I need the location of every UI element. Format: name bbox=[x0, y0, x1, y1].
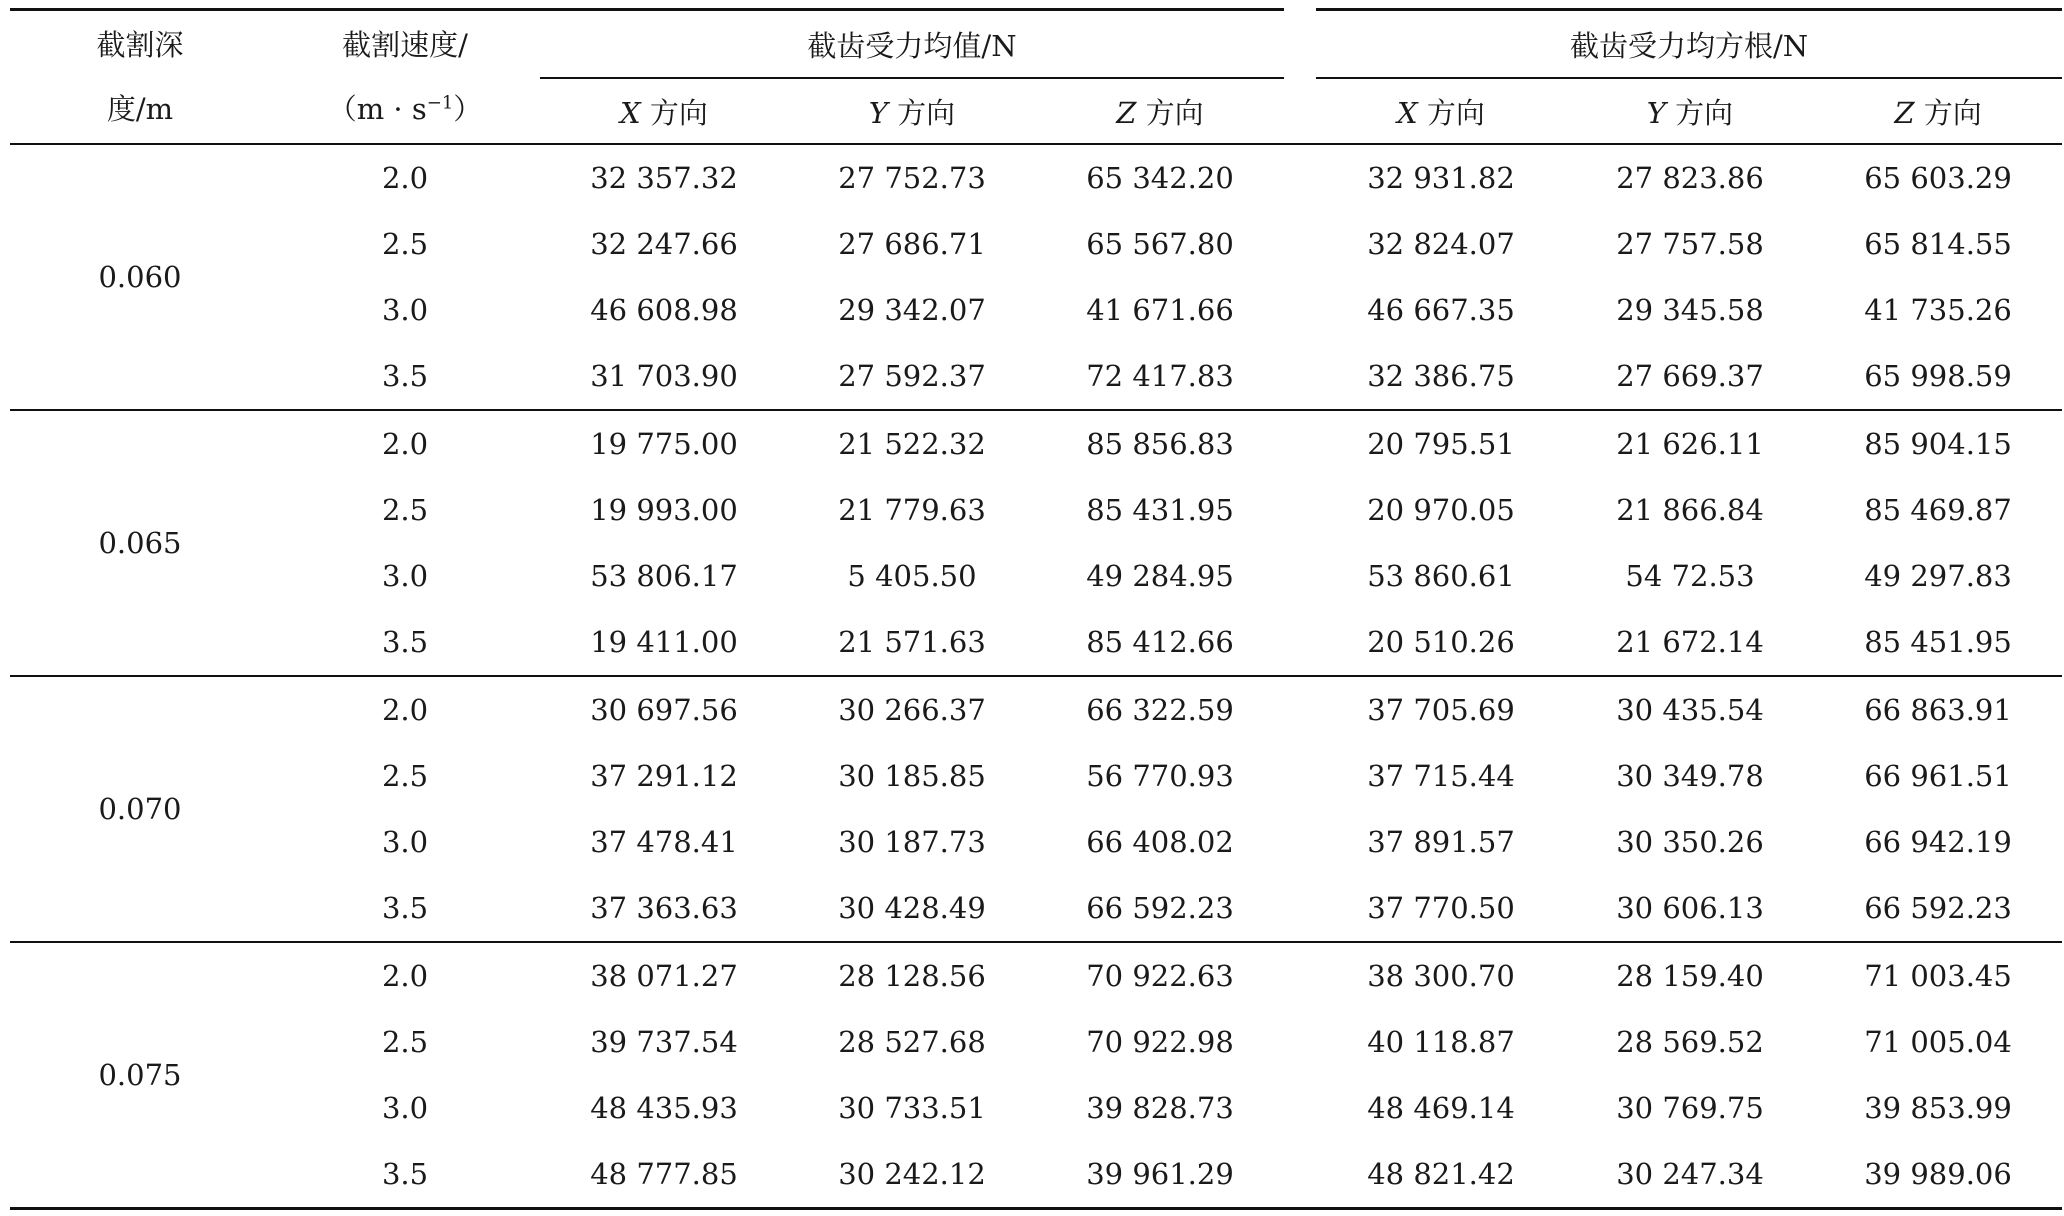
header-speed bbox=[270, 10, 540, 145]
header-depth bbox=[10, 10, 270, 145]
header-rms-y: Y 方向 bbox=[1566, 78, 1814, 144]
rms-y-cell: 30 606.13 bbox=[1566, 875, 1814, 942]
rms-z-cell: 66 942.19 bbox=[1864, 825, 2012, 859]
rms-y-cell: 30 350.26 bbox=[1616, 825, 1764, 859]
gap-cell bbox=[1284, 1141, 1316, 1209]
header-gap bbox=[1284, 10, 1316, 79]
rms-z-cell: 65 603.29 bbox=[1864, 161, 2012, 195]
table-row bbox=[10, 144, 2062, 211]
gap-cell bbox=[1284, 1009, 1316, 1075]
header-rms-z: Z 方向 bbox=[1814, 78, 2062, 144]
mean-z-cell: 66 408.02 bbox=[1086, 825, 1234, 859]
rms-x-cell: 37 705.69 bbox=[1367, 693, 1515, 727]
rms-x-cell: 20 970.05 bbox=[1367, 493, 1515, 527]
mean-x-cell: 32 247.66 bbox=[590, 227, 738, 261]
mean-y-cell: 30 266.37 bbox=[838, 693, 986, 727]
table-row bbox=[10, 211, 2062, 277]
rms-x-cell: 32 824.07 bbox=[1367, 227, 1515, 261]
speed-cell: 3.0 bbox=[381, 293, 429, 327]
rms-y-cell: 30 349.78 bbox=[1616, 759, 1764, 793]
speed-cell: 3.5 bbox=[270, 609, 540, 676]
mean-x-cell: 19 775.00 bbox=[590, 427, 738, 461]
rms-y-cell: 21 866.84 bbox=[1616, 493, 1764, 527]
table-row bbox=[10, 277, 2062, 343]
mean-z-cell: 49 284.95 bbox=[1086, 559, 1234, 593]
rms-y-cell: 54 72.53 bbox=[1625, 559, 1755, 593]
rms-y-cell: 30 247.34 bbox=[1566, 1141, 1814, 1209]
header-depth-line1: 截割深 bbox=[96, 28, 184, 62]
mean-y-cell: 30 242.12 bbox=[788, 1141, 1036, 1209]
mean-y-cell: 27 752.73 bbox=[838, 161, 986, 195]
rms-z-cell: 41 735.26 bbox=[1864, 293, 2012, 327]
speed-cell: 2.5 bbox=[381, 759, 429, 793]
gap-cell bbox=[1284, 144, 1316, 211]
rms-x-cell: 20 510.26 bbox=[1316, 609, 1566, 676]
gap-cell bbox=[1284, 211, 1316, 277]
header-mean-y: Y 方向 bbox=[788, 78, 1036, 144]
rms-z-cell: 39 989.06 bbox=[1814, 1141, 2062, 1209]
gap-cell bbox=[1284, 942, 1316, 1009]
rms-y-cell: 21 672.14 bbox=[1566, 609, 1814, 676]
cutting-force-table bbox=[10, 8, 2062, 1210]
rms-x-cell: 32 931.82 bbox=[1367, 161, 1515, 195]
depth-cell: 0.060 bbox=[10, 144, 270, 410]
rms-z-cell: 66 863.91 bbox=[1864, 693, 2012, 727]
table-row bbox=[10, 942, 2062, 1009]
mean-z-cell: 41 671.66 bbox=[1086, 293, 1234, 327]
rms-x-cell: 48 469.14 bbox=[1367, 1091, 1515, 1125]
mean-x-cell: 32 357.32 bbox=[590, 161, 738, 195]
table-row bbox=[10, 1141, 2062, 1209]
mean-x-cell: 37 478.41 bbox=[590, 825, 738, 859]
rms-x-cell: 53 860.61 bbox=[1367, 559, 1515, 593]
mean-x-cell: 37 363.63 bbox=[540, 875, 788, 942]
mean-y-cell: 27 686.71 bbox=[838, 227, 986, 261]
mean-y-cell: 30 187.73 bbox=[838, 825, 986, 859]
mean-x-cell: 53 806.17 bbox=[590, 559, 738, 593]
table-row bbox=[10, 875, 2062, 942]
gap-cell bbox=[1284, 1075, 1316, 1141]
speed-cell: 2.0 bbox=[381, 427, 429, 461]
speed-cell: 2.5 bbox=[381, 227, 429, 261]
mean-z-cell: 39 961.29 bbox=[1036, 1141, 1284, 1209]
mean-x-cell: 37 291.12 bbox=[590, 759, 738, 793]
rms-x-cell: 38 300.70 bbox=[1367, 959, 1515, 993]
rms-y-cell: 29 345.58 bbox=[1616, 293, 1764, 327]
mean-x-cell: 19 993.00 bbox=[590, 493, 738, 527]
gap-cell bbox=[1284, 743, 1316, 809]
rms-y-cell: 30 435.54 bbox=[1616, 693, 1764, 727]
gap-cell bbox=[1284, 543, 1316, 609]
rms-y-cell: 27 757.58 bbox=[1616, 227, 1764, 261]
header-mean-x: X 方向 bbox=[540, 78, 788, 144]
depth-cell: 0.075 bbox=[10, 942, 270, 1209]
mean-z-cell: 85 412.66 bbox=[1036, 609, 1284, 676]
rms-x-cell: 40 118.87 bbox=[1367, 1025, 1515, 1059]
mean-y-cell: 21 571.63 bbox=[788, 609, 1036, 676]
mean-x-cell: 19 411.00 bbox=[540, 609, 788, 676]
table-row bbox=[10, 743, 2062, 809]
mean-x-cell: 38 071.27 bbox=[590, 959, 738, 993]
speed-cell: 3.0 bbox=[381, 1091, 429, 1125]
header-gap-2 bbox=[1284, 78, 1316, 144]
rms-y-cell: 28 159.40 bbox=[1616, 959, 1764, 993]
header-mean-z: Z 方向 bbox=[1036, 78, 1284, 144]
mean-y-cell: 27 592.37 bbox=[788, 343, 1036, 410]
table-row bbox=[10, 1075, 2062, 1141]
speed-cell: 2.0 bbox=[381, 959, 429, 993]
gap-cell bbox=[1284, 875, 1316, 942]
mean-x-cell: 39 737.54 bbox=[590, 1025, 738, 1059]
speed-cell: 2.0 bbox=[381, 693, 429, 727]
rms-x-cell: 32 386.75 bbox=[1316, 343, 1566, 410]
rms-y-cell: 21 626.11 bbox=[1616, 427, 1764, 461]
gap-cell bbox=[1284, 343, 1316, 410]
table-row bbox=[10, 609, 2062, 676]
rms-x-cell: 37 891.57 bbox=[1367, 825, 1515, 859]
table-header bbox=[10, 10, 2062, 145]
mean-y-cell: 21 779.63 bbox=[838, 493, 986, 527]
mean-x-cell: 46 608.98 bbox=[590, 293, 738, 327]
gap-cell bbox=[1284, 676, 1316, 743]
table-row bbox=[10, 543, 2062, 609]
rms-z-cell: 49 297.83 bbox=[1864, 559, 2012, 593]
speed-cell: 2.5 bbox=[381, 493, 429, 527]
mean-z-cell: 70 922.63 bbox=[1086, 959, 1234, 993]
rms-y-cell: 27 823.86 bbox=[1616, 161, 1764, 195]
speed-cell: 3.0 bbox=[381, 825, 429, 859]
table-row bbox=[10, 343, 2062, 410]
mean-z-cell: 65 567.80 bbox=[1086, 227, 1234, 261]
rms-z-cell: 71 003.45 bbox=[1864, 959, 2012, 993]
mean-z-cell: 85 431.95 bbox=[1086, 493, 1234, 527]
mean-y-cell: 30 428.49 bbox=[788, 875, 1036, 942]
gap-cell bbox=[1284, 477, 1316, 543]
header-group-mean: 截齿受力均值/N bbox=[540, 10, 1284, 79]
speed-cell: 3.5 bbox=[270, 1141, 540, 1209]
table-row bbox=[10, 1009, 2062, 1075]
mean-y-cell: 29 342.07 bbox=[838, 293, 986, 327]
mean-z-cell: 70 922.98 bbox=[1086, 1025, 1234, 1059]
rms-y-cell: 27 669.37 bbox=[1566, 343, 1814, 410]
rms-z-cell: 85 469.87 bbox=[1864, 493, 2012, 527]
gap-cell bbox=[1284, 809, 1316, 875]
data-table-container bbox=[10, 8, 2062, 1210]
rms-y-cell: 30 769.75 bbox=[1616, 1091, 1764, 1125]
rms-z-cell: 65 814.55 bbox=[1864, 227, 2012, 261]
rms-x-cell: 37 770.50 bbox=[1316, 875, 1566, 942]
header-group-rms: 截齿受力均方根/N bbox=[1316, 10, 2062, 79]
mean-x-cell: 30 697.56 bbox=[590, 693, 738, 727]
speed-cell: 3.5 bbox=[270, 343, 540, 410]
mean-y-cell: 28 527.68 bbox=[838, 1025, 986, 1059]
rms-z-cell: 85 451.95 bbox=[1814, 609, 2062, 676]
header-rms-x: X 方向 bbox=[1316, 78, 1566, 144]
rms-x-cell: 48 821.42 bbox=[1316, 1141, 1566, 1209]
mean-y-cell: 5 405.50 bbox=[847, 559, 977, 593]
speed-cell: 3.0 bbox=[381, 559, 429, 593]
rms-z-cell: 66 592.23 bbox=[1814, 875, 2062, 942]
header-speed-line1: 截割速度/ bbox=[342, 28, 468, 62]
table-row bbox=[10, 477, 2062, 543]
mean-z-cell: 65 342.20 bbox=[1086, 161, 1234, 195]
header-depth-line2: 度/m bbox=[106, 92, 174, 126]
speed-cell: 3.5 bbox=[270, 875, 540, 942]
rms-z-cell: 71 005.04 bbox=[1864, 1025, 2012, 1059]
rms-x-cell: 37 715.44 bbox=[1367, 759, 1515, 793]
mean-z-cell: 66 592.23 bbox=[1036, 875, 1284, 942]
mean-x-cell: 31 703.90 bbox=[540, 343, 788, 410]
header-speed-line2: $(m \cdot s^{-1})$ bbox=[327, 92, 483, 126]
rms-x-cell: 46 667.35 bbox=[1367, 293, 1515, 327]
mean-z-cell: 85 856.83 bbox=[1086, 427, 1234, 461]
rms-y-cell: 28 569.52 bbox=[1616, 1025, 1764, 1059]
speed-cell: 2.5 bbox=[381, 1025, 429, 1059]
speed-cell: 2.0 bbox=[381, 161, 429, 195]
rms-z-cell: 66 961.51 bbox=[1864, 759, 2012, 793]
mean-x-cell: 48 777.85 bbox=[540, 1141, 788, 1209]
mean-z-cell: 56 770.93 bbox=[1086, 759, 1234, 793]
mean-y-cell: 28 128.56 bbox=[838, 959, 986, 993]
gap-cell bbox=[1284, 277, 1316, 343]
mean-z-cell: 39 828.73 bbox=[1086, 1091, 1234, 1125]
table-row bbox=[10, 676, 2062, 743]
mean-z-cell: 66 322.59 bbox=[1086, 693, 1234, 727]
mean-y-cell: 21 522.32 bbox=[838, 427, 986, 461]
table-body bbox=[10, 144, 2062, 1209]
mean-z-cell: 72 417.83 bbox=[1036, 343, 1284, 410]
mean-y-cell: 30 185.85 bbox=[838, 759, 986, 793]
rms-z-cell: 85 904.15 bbox=[1864, 427, 2012, 461]
depth-cell: 0.070 bbox=[10, 676, 270, 942]
mean-x-cell: 48 435.93 bbox=[590, 1091, 738, 1125]
rms-z-cell: 39 853.99 bbox=[1864, 1091, 2012, 1125]
mean-y-cell: 30 733.51 bbox=[838, 1091, 986, 1125]
table-row bbox=[10, 809, 2062, 875]
rms-z-cell: 65 998.59 bbox=[1814, 343, 2062, 410]
gap-cell bbox=[1284, 609, 1316, 676]
rms-x-cell: 20 795.51 bbox=[1367, 427, 1515, 461]
depth-cell: 0.065 bbox=[10, 410, 270, 676]
gap-cell bbox=[1284, 410, 1316, 477]
table-row bbox=[10, 410, 2062, 477]
